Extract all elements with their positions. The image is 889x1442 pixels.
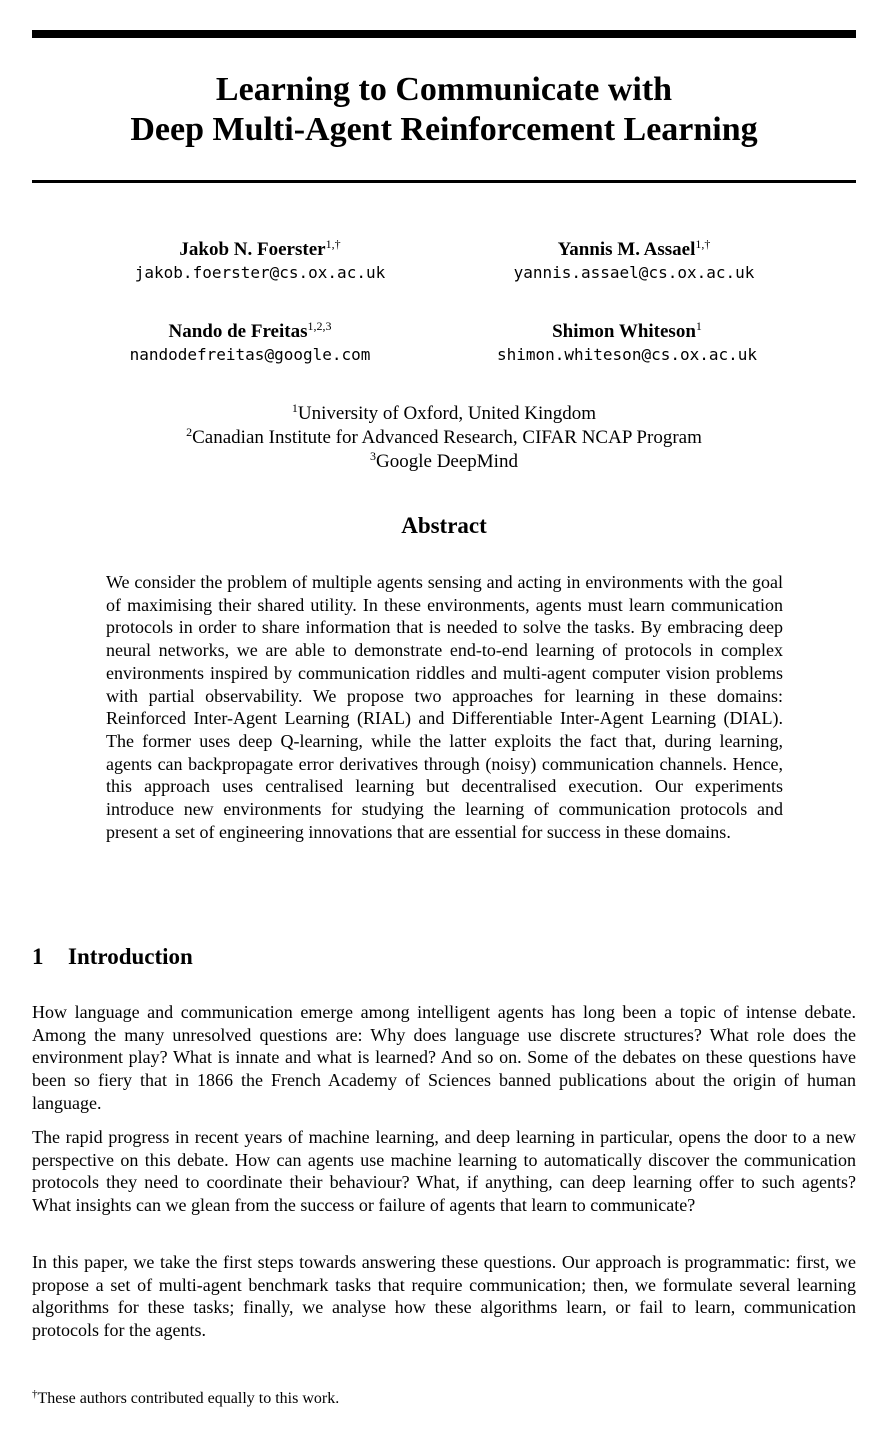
author-name: Shimon Whiteson: [552, 321, 696, 342]
body-paragraph: The rapid progress in recent years of machine learning, and deep learning in particular, opens the door to a new perspective on this debate. How can agents use machine learning to automatically discover the communication protocols they need to coordinate their behaviour? What, if anything, can deep learning offer to such agents? What insights can we glean from the success or failure of agents that learn to communicate?: [32, 1127, 856, 1216]
author-block: [70, 238, 450, 284]
author-affiliation-mark: 1,2,3: [307, 319, 332, 333]
affiliation: $^1$University of Oxford, United Kingdom: [291, 401, 597, 424]
author-affiliation-mark: 1,†: [695, 237, 711, 251]
affiliations: [32, 402, 856, 474]
author-email: yannis.assael@cs.ox.ac.uk: [513, 263, 755, 282]
section-heading: [32, 943, 856, 971]
author-name: Jakob N. Foerster: [179, 239, 326, 260]
title-line-2: Deep Multi-Agent Reinforcement Learning: [130, 111, 758, 148]
author-email: nandodefreitas@google.com: [129, 345, 371, 364]
author-block: [437, 320, 817, 366]
affiliation: $^2$Canadian Institute for Advanced Research, CIFAR NCAP Program: [186, 425, 702, 448]
top-rule: [32, 30, 856, 38]
author-block: [60, 320, 440, 366]
section-number: 1: [32, 944, 44, 969]
abstract-text: We consider the problem of multiple agents sensing and acting in environments with the goal of maximising their shared utility. In these environments, agents must learn communication protocols in order to share information that is needed to solve the tasks. By embracing deep neural networks, we are able to demonstrate end-to-end learning of protocols in complex environments inspired by communication riddles and multi-agent computer vision problems with partial observability. We propose two approaches for learning in these domains: Reinforced Inter-Agent Learning (RIAL) and Differentiable Inter-Agent Learning (DIAL). The former uses deep Q-learning, while the latter exploits the fact that, during learning, agents can backpropagate error derivatives through (noisy) communication channels. Hence, this approach uses centralised learning but decentralised execution. Our experiments introduce new environments for studying the learning of communication protocols and present a set of engineering innovations that are essential for success in these domains.: [106, 572, 783, 842]
footnote-text: These authors contributed equally to this work.: [37, 1390, 340, 1407]
abstract-heading: Abstract: [401, 513, 487, 538]
affiliation: $^3$Google DeepMind: [370, 449, 518, 472]
author-block: [444, 238, 824, 284]
author-email: shimon.whiteson@cs.ox.ac.uk: [496, 345, 758, 364]
footnote-mark: †: [32, 1388, 38, 1400]
author-name: Yannis M. Assael: [557, 239, 696, 260]
author-affiliation-mark: 1: [695, 319, 702, 333]
author-name: Nando de Freitas: [168, 321, 308, 342]
paper-title: [32, 70, 856, 150]
author-affiliation-mark: 1,†: [325, 237, 341, 251]
section-title: Introduction: [68, 944, 193, 969]
author-email: jakob.foerster@cs.ox.ac.uk: [134, 263, 386, 282]
footnote: [32, 1389, 856, 1409]
body-paragraph: In this paper, we take the first steps towards answering these questions. Our approach is programmatic: first, we propose a set of multi-agent benchmark tasks that require communication; then, we formulate several learning algorithms for these tasks; finally, we analyse how these algorithms learn, or fail to learn, communication protocols for the agents.: [32, 1252, 856, 1341]
title-line-1: Learning to Communicate with: [215, 71, 673, 108]
body-paragraph: How language and communication emerge among intelligent agents has long been a topic of intense debate. Among the many unresolved questions are: Why does language use discrete structures? What role does the environment play? What is innate and what is learned? And so on. Some of the debates on these questions have been so fiery that in 1866 the French Academy of Sciences banned publications about the origin of human language.: [32, 1002, 856, 1113]
title-bottom-rule: [32, 180, 856, 183]
